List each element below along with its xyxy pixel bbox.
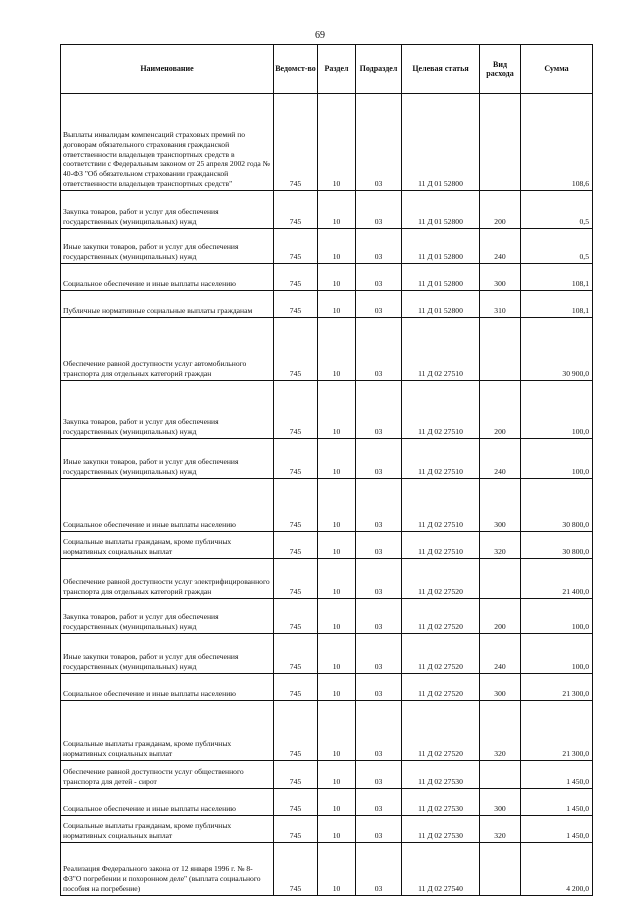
cell-target: 11 Д 02 27510 (402, 479, 480, 532)
cell-subsection: 03 (356, 439, 402, 479)
cell-type: 310 (480, 291, 521, 318)
cell-section: 10 (318, 816, 356, 843)
cell-type: 240 (480, 229, 521, 264)
cell-name: Реализация Федерального закона от 12 января 1996 г. № 8-ФЗ"О погребении и похоронном деле" (выплата социального пособия на погребение) (61, 843, 274, 896)
table-row (61, 701, 593, 761)
cell-dept: 745 (274, 191, 318, 229)
cell-target: 11 Д 01 52800 (402, 264, 480, 291)
cell-target: 11 Д 01 52800 (402, 229, 480, 264)
cell-section: 10 (318, 674, 356, 701)
cell-section: 10 (318, 291, 356, 318)
cell-dept: 745 (274, 701, 318, 761)
header-type: Вид расхода (480, 45, 521, 94)
cell-sum: 30 800,0 (521, 532, 593, 559)
cell-target: 11 Д 02 27520 (402, 599, 480, 634)
cell-section: 10 (318, 701, 356, 761)
cell-subsection: 03 (356, 94, 402, 191)
cell-name: Закупка товаров, работ и услуг для обеспечения государственных (муниципальных) нужд (61, 191, 274, 229)
cell-section: 10 (318, 229, 356, 264)
cell-subsection: 03 (356, 816, 402, 843)
page-number: 69 (315, 30, 325, 41)
cell-name: Социальное обеспечение и иные выплаты населению (61, 264, 274, 291)
header-section: Раздел (318, 45, 356, 94)
cell-section: 10 (318, 843, 356, 896)
cell-name: Социальные выплаты гражданам, кроме публичных нормативных социальных выплат (61, 701, 274, 761)
cell-name: Социальное обеспечение и иные выплаты населению (61, 479, 274, 532)
cell-subsection: 03 (356, 532, 402, 559)
cell-dept: 745 (274, 559, 318, 599)
cell-target: 11 Д 02 27510 (402, 532, 480, 559)
cell-target: 11 Д 02 27510 (402, 439, 480, 479)
cell-dept: 745 (274, 843, 318, 896)
cell-subsection: 03 (356, 318, 402, 381)
cell-target: 11 Д 02 27520 (402, 701, 480, 761)
cell-type (480, 318, 521, 381)
cell-subsection: 03 (356, 291, 402, 318)
cell-type: 200 (480, 381, 521, 439)
cell-target: 11 Д 02 27520 (402, 634, 480, 674)
cell-type (480, 843, 521, 896)
table-row (61, 599, 593, 634)
table-row (61, 761, 593, 789)
cell-target: 11 Д 02 27540 (402, 843, 480, 896)
cell-sum: 1 450,0 (521, 761, 593, 789)
cell-dept: 745 (274, 381, 318, 439)
header-sum: Сумма (521, 45, 593, 94)
cell-sum: 0,5 (521, 191, 593, 229)
cell-type: 300 (480, 264, 521, 291)
cell-sum: 21 300,0 (521, 701, 593, 761)
table-row (61, 191, 593, 229)
cell-name: Закупка товаров, работ и услуг для обеспечения государственных (муниципальных) нужд (61, 381, 274, 439)
cell-type: 240 (480, 634, 521, 674)
table-row (61, 559, 593, 599)
cell-section: 10 (318, 634, 356, 674)
table-row (61, 318, 593, 381)
cell-target: 11 Д 01 52800 (402, 291, 480, 318)
cell-subsection: 03 (356, 789, 402, 816)
cell-subsection: 03 (356, 599, 402, 634)
cell-target: 11 Д 02 27520 (402, 559, 480, 599)
cell-dept: 745 (274, 318, 318, 381)
cell-dept: 745 (274, 229, 318, 264)
table-row (61, 229, 593, 264)
cell-dept: 745 (274, 291, 318, 318)
cell-name: Социальные выплаты гражданам, кроме публичных нормативных социальных выплат (61, 532, 274, 559)
table-row (61, 634, 593, 674)
cell-section: 10 (318, 599, 356, 634)
table-row (61, 816, 593, 843)
cell-type (480, 761, 521, 789)
cell-subsection: 03 (356, 264, 402, 291)
cell-subsection: 03 (356, 191, 402, 229)
cell-target: 11 Д 01 52800 (402, 94, 480, 191)
cell-sum: 1 450,0 (521, 816, 593, 843)
cell-type: 320 (480, 532, 521, 559)
table-row (61, 439, 593, 479)
cell-name: Социальное обеспечение и иные выплаты населению (61, 789, 274, 816)
cell-sum: 30 900,0 (521, 318, 593, 381)
cell-type: 320 (480, 701, 521, 761)
cell-section: 10 (318, 789, 356, 816)
cell-section: 10 (318, 318, 356, 381)
cell-target: 11 Д 02 27530 (402, 761, 480, 789)
cell-sum: 0,5 (521, 229, 593, 264)
table-row (61, 264, 593, 291)
cell-subsection: 03 (356, 843, 402, 896)
header-name: Наименование (61, 45, 274, 94)
table-row (61, 674, 593, 701)
cell-section: 10 (318, 761, 356, 789)
cell-type: 300 (480, 674, 521, 701)
cell-type (480, 559, 521, 599)
cell-sum: 21 400,0 (521, 559, 593, 599)
cell-sum: 108,1 (521, 291, 593, 318)
cell-subsection: 03 (356, 634, 402, 674)
cell-name: Социальное обеспечение и иные выплаты населению (61, 674, 274, 701)
cell-dept: 745 (274, 94, 318, 191)
budget-table (60, 44, 593, 896)
cell-dept: 745 (274, 599, 318, 634)
cell-section: 10 (318, 439, 356, 479)
cell-name: Социальные выплаты гражданам, кроме публичных нормативных социальных выплат (61, 816, 274, 843)
cell-target: 11 Д 02 27520 (402, 674, 480, 701)
table-row (61, 94, 593, 191)
cell-name: Иные закупки товаров, работ и услуг для обеспечения государственных (муниципальных) нужд (61, 229, 274, 264)
table-header-row (61, 45, 593, 94)
header-target: Целевая статья (402, 45, 480, 94)
cell-type: 300 (480, 789, 521, 816)
cell-section: 10 (318, 532, 356, 559)
cell-subsection: 03 (356, 701, 402, 761)
cell-subsection: 03 (356, 761, 402, 789)
header-dept: Ведомст-во (274, 45, 318, 94)
cell-section: 10 (318, 559, 356, 599)
table-row (61, 291, 593, 318)
cell-name: Иные закупки товаров, работ и услуг для обеспечения государственных (муниципальных) нужд (61, 634, 274, 674)
cell-subsection: 03 (356, 479, 402, 532)
cell-sum: 21 300,0 (521, 674, 593, 701)
cell-target: 11 Д 01 52800 (402, 191, 480, 229)
table-row (61, 789, 593, 816)
cell-type: 240 (480, 439, 521, 479)
cell-name: Иные закупки товаров, работ и услуг для обеспечения государственных (муниципальных) нужд (61, 439, 274, 479)
cell-dept: 745 (274, 634, 318, 674)
cell-target: 11 Д 02 27510 (402, 381, 480, 439)
cell-subsection: 03 (356, 229, 402, 264)
cell-sum: 108,1 (521, 264, 593, 291)
cell-subsection: 03 (356, 674, 402, 701)
cell-sum: 4 200,0 (521, 843, 593, 896)
cell-section: 10 (318, 264, 356, 291)
cell-section: 10 (318, 191, 356, 229)
cell-sum: 1 450,0 (521, 789, 593, 816)
cell-dept: 745 (274, 439, 318, 479)
cell-name: Обеспечение равной доступности услуг автомобильного транспорта для отдельных категорий граждан (61, 318, 274, 381)
cell-name: Закупка товаров, работ и услуг для обеспечения государственных (муниципальных) нужд (61, 599, 274, 634)
cell-sum: 100,0 (521, 599, 593, 634)
cell-dept: 745 (274, 816, 318, 843)
cell-dept: 745 (274, 479, 318, 532)
cell-sum: 108,6 (521, 94, 593, 191)
table-row (61, 532, 593, 559)
cell-dept: 745 (274, 789, 318, 816)
table-row (61, 381, 593, 439)
cell-name: Выплаты инвалидам компенсаций страховых премий по договорам обязательного страхования гражданской ответственности владельцев транспортных средств в соответствии с Федеральным законом от 25 апреля 2002 года № 40-ФЗ "Об обязательном страховании гражданской ответственности владельцев транспортных средств" (61, 94, 274, 191)
cell-sum: 100,0 (521, 439, 593, 479)
cell-type: 300 (480, 479, 521, 532)
cell-sum: 100,0 (521, 381, 593, 439)
cell-type: 320 (480, 816, 521, 843)
cell-section: 10 (318, 94, 356, 191)
cell-type: 200 (480, 599, 521, 634)
cell-name: Обеспечение равной доступности услуг общественного транспорта для детей - сирот (61, 761, 274, 789)
header-subsection: Подраздел (356, 45, 402, 94)
cell-section: 10 (318, 381, 356, 439)
cell-target: 11 Д 02 27530 (402, 789, 480, 816)
cell-dept: 745 (274, 761, 318, 789)
table-row (61, 479, 593, 532)
cell-section: 10 (318, 479, 356, 532)
cell-type (480, 94, 521, 191)
cell-subsection: 03 (356, 381, 402, 439)
cell-dept: 745 (274, 532, 318, 559)
cell-type: 200 (480, 191, 521, 229)
table-row (61, 843, 593, 896)
cell-target: 11 Д 02 27530 (402, 816, 480, 843)
cell-name: Обеспечение равной доступности услуг электрифицированного транспорта для отдельных категорий граждан (61, 559, 274, 599)
cell-subsection: 03 (356, 559, 402, 599)
cell-dept: 745 (274, 264, 318, 291)
cell-dept: 745 (274, 674, 318, 701)
cell-sum: 30 800,0 (521, 479, 593, 532)
cell-sum: 100,0 (521, 634, 593, 674)
cell-name: Публичные нормативные социальные выплаты гражданам (61, 291, 274, 318)
cell-target: 11 Д 02 27510 (402, 318, 480, 381)
